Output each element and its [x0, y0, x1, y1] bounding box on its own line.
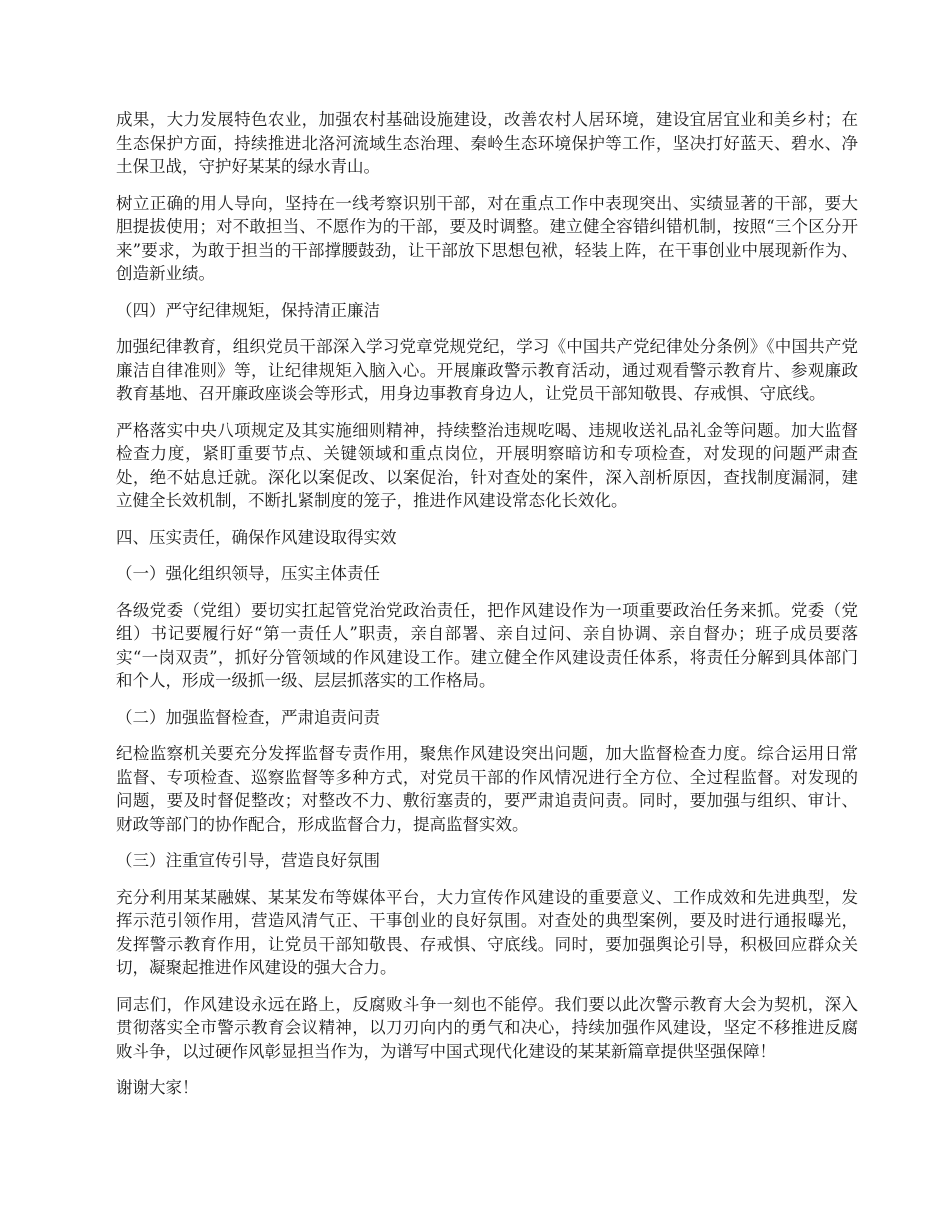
section-heading-discipline: （四）严守纪律规矩，保持清正廉洁	[116, 300, 380, 320]
paragraph-thanks: 谢谢大家！	[116, 1078, 199, 1097]
paragraph-discipline-education: 加强纪律教育，组织党员干部深入学习党章党规党纪，学习《中国共产党纪律处分条例》《中国共产党廉洁自律准则》等，让纪律规矩入脑入心。开展廉政警示教育活动，通过观看警示教育片、参观廉政教育基地、召开廉政座谈会等形式，用身边事教育身边人，让党员干部知敬畏、存戒惧、守底线。	[116, 337, 858, 403]
paragraph-conclusion: 同志们，作风建设永远在路上，反腐败斗争一刻也不能停。我们要以此次警示教育大会为契机，深入贯彻落实全市警示教育会议精神，以刀刃向内的勇气和决心，持续加强作风建设，坚定不移推进反腐败斗争，以过硬作风彰显担当作为，为谱写中国式现代化建设的某某新篇章提供坚强保障！	[116, 994, 858, 1061]
paragraph-cadre-guidance: 树立正确的用人导向，坚持在一线考察识别干部，对在重点工作中表现突出、实绩显著的干部，要大胆提拔使用；对不敢担当、不愿作为的干部，要及时调整。建立健全容错纠错机制，按照“三个区分开来”要求，为敢于担当的干部撑腰鼓劲，让干部放下思想包袱，轻装上阵，在干事创业中展现新作为、创造新业绩。	[116, 193, 858, 283]
paragraph-rural-ecology: 成果，大力发展特色农业，加强农村基础设施建设，改善农村人居环境，建设宜居宜业和美乡村；在生态保护方面，持续推进北洛河流域生态治理、秦岭生态环境保护等工作，坚决打好蓝天、碧水、净土保卫战，守护好某某的绿水青山。	[116, 110, 858, 176]
paragraph-party-committee: 各级党委（党组）要切实扛起管党治党政治责任，把作风建设作为一项重要政治任务来抓。党委（党组）书记要履行好“第一责任人”职责，亲自部署、亲自过问、亲自协调、亲自督办；班子成员要落实“一岗双责”，抓好分管领域的作风建设工作。建立健全作风建设责任体系，将责任分解到具体部门和个人，形成一级抓一级、层层抓落实的工作格局。	[116, 600, 858, 690]
section-heading-supervision: （二）加强监督检查，严肃追责问责	[116, 707, 380, 727]
section-heading-publicity: （三）注重宣传引导，营造良好氛围	[116, 851, 380, 870]
paragraph-supervision: 纪检监察机关要充分发挥监督专责作用，聚焦作风建设突出问题，加大监督检查力度。综合运用日常监督、专项检查、巡察监督等多种方式，对党员干部的作风情况进行全方位、全过程监督。对发现的问题，要及时督促整改；对整改不力、敷衍塞责的，要严肃追责问责。同时，要加强与组织、审计、财政等部门的协作配合，形成监督合力，提高监督实效。	[116, 744, 858, 834]
paragraph-publicity: 充分利用某某融媒、某某发布等媒体平台，大力宣传作风建设的重要意义、工作成效和先进典型，发挥示范引领作用，营造风清气正、干事创业的良好氛围。对查处的典型案例，要及时进行通报曝光，发挥警示教育作用，让党员干部知敬畏、存戒惧、守底线。同时，要加强舆论引导，积极回应群众关切，凝聚起推进作风建设的强大合力。	[116, 887, 858, 977]
chapter-heading-responsibility: 四、压实责任，确保作风建设取得实效	[116, 527, 397, 547]
document-body	[116, 108, 858, 1113]
paragraph-eight-rules: 严格落实中央八项规定及其实施细则精神，持续整治违规吃喝、违规收送礼品礼金等问题。加大监督检查力度，紧盯重要节点、关键领域和重点岗位，开展明察暗访和专项检查，对发现的问题严肃查处，绝不姑息迁就。深化以案促改、以案促治，针对查处的案件，深入剖析原因，查找制度漏洞，建立健全长效机制，不断扎紧制度的笼子，推进作风建设常态化长效化。	[116, 420, 858, 510]
section-heading-leadership: （一）强化组织领导，压实主体责任	[116, 564, 380, 583]
